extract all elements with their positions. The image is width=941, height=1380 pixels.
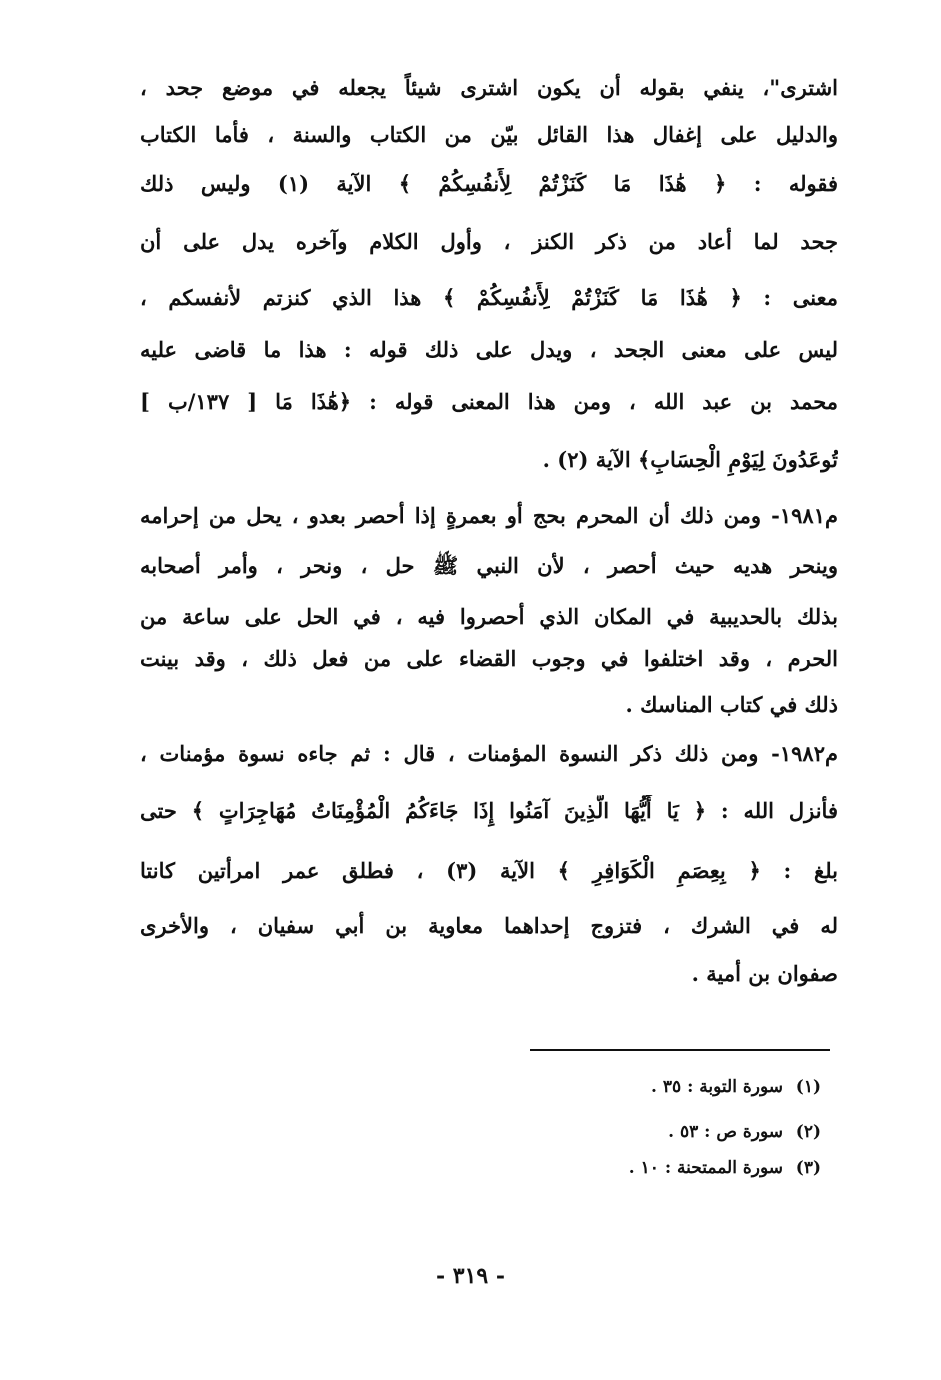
- text-line: ذلك في كتاب المناسك .: [625, 692, 838, 717]
- entry-text: ومن ذلك أن المحرم بحج أو بعمرةٍ إذا أحصر بعدو ، يحل من إحرامه: [140, 503, 761, 528]
- footnote-divider: [530, 1049, 830, 1051]
- text-line: فأنزل الله : ﴿ يَا أَيُّهَا الَّذِينَ آمَنُوا إِذَا جَاءَكُمُ الْمُؤْمِنَاتُ مُهَاجِرَاتٍ ﴾ حتى: [140, 798, 838, 823]
- text-line: والدليل على إغفال هذا القائل بيّن من الكتاب والسنة ، فأما الكتاب: [140, 122, 838, 147]
- text-line: اشترى"، ينفي بقوله أن يكون اشترى شيئاً يجعله في موضع جحد ،: [140, 75, 838, 100]
- text-line: معنى : ﴿ هَٰذَا مَا كَنَزْتُمْ لِأَنفُسِكُمْ ﴾ هذا الذي كنزتم لأنفسكم ،: [140, 285, 838, 310]
- text-line: الحرم ، وقد اختلفوا في وجوب القضاء على من فعل ذلك ، وقد بينت: [140, 646, 838, 671]
- text-line: تُوعَدُونَ لِيَوْمِ الْحِسَابِ﴾ الآية (٢) .: [542, 447, 838, 472]
- entry-text: ومن ذلك ذكر النسوة المؤمنات ، قال : ثم جاءه نسوة مؤمنات ،: [140, 741, 759, 766]
- footnote: [629, 1155, 821, 1181]
- entry-number: م١٩٨١-: [771, 503, 838, 528]
- footnote-number: (٢): [795, 1122, 821, 1142]
- text-line: بلغ : ﴿ بِعِصَمِ الْكَوَافِرِ ﴾ الآية (٣) ، فطلق عمر امرأتين كانتا: [140, 858, 838, 883]
- footnote-number: (٣): [795, 1158, 821, 1178]
- text-line: ليس على معنى الجحد ، ويدل على ذلك قوله : هذا ما قاضى عليه: [140, 337, 838, 362]
- page-number: - ٣١٩ -: [435, 1263, 506, 1289]
- text-line: جحد لما أعاد من ذكر الكنز ، وأول الكلام وآخره يدل على أن: [140, 229, 838, 254]
- text-line: بذلك بالحديبية في المكان الذي أحصروا فيه ، في الحل على ساعة من: [140, 604, 838, 629]
- entry-first-line: [140, 738, 838, 772]
- text-line: فقوله : ﴿ هَٰذَا مَا كَنَزْتُمْ لِأَنفُسِكُمْ ﴾ الآية (١) وليس ذلك: [140, 171, 838, 196]
- footnote-text: سورة الممتحنة : ١٠ .: [628, 1158, 783, 1178]
- text-line: محمد بن عبد الله ، ومن هذا المعنى قوله : ﴿هَٰذَا مَا [ ١٣٧/ب ]: [140, 389, 838, 414]
- text-line: له في الشرك ، فتزوج إحداهما معاوية بن أبي سفيان ، والأخرى: [140, 913, 838, 938]
- text-line: وينحر هديه حيث أحصر ، لأن النبي ﷺ حل ، ونحر ، وأمر أصحابه: [140, 553, 838, 578]
- footnote-text: سورة ص : ٥٣ .: [668, 1122, 783, 1142]
- footnote-number: (١): [795, 1077, 821, 1097]
- entry-first-line: [140, 500, 838, 534]
- footnote: [668, 1119, 821, 1145]
- footnote-text: سورة التوبة : ٣٥ .: [651, 1077, 783, 1097]
- text-line: صفوان بن أمية .: [691, 961, 838, 986]
- footnote: [651, 1074, 821, 1100]
- entry-number: م١٩٨٢-: [771, 741, 838, 766]
